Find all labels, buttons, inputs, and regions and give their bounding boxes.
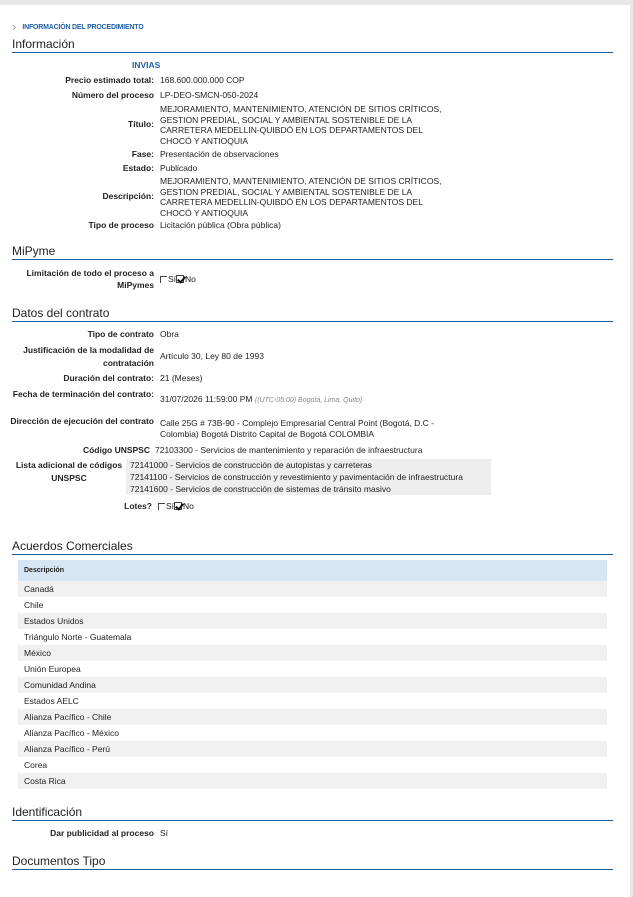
- field-label: Lotes?: [124, 501, 152, 511]
- field-value: Obra: [160, 329, 179, 339]
- table-row: Alianza Pacífico - Chile: [18, 709, 607, 725]
- checkbox-si[interactable]: [160, 276, 167, 283]
- field-value: Calle 25G # 73B-90 - Complejo Empresarial Central Point (Bogotá, D.C - Colombia) Bogotá Distrito Capital de Bogotá COLOMBIA: [160, 418, 435, 439]
- field-label: Título:: [128, 119, 154, 129]
- field-label: Dirección de ejecución del contrato: [10, 416, 154, 426]
- field-duracion: [0, 373, 630, 384]
- section-documentos-tipo: Documentos Tipo: [12, 854, 613, 870]
- field-codigo-unspsc: [0, 445, 630, 456]
- field-label: Código UNSPSC: [82, 445, 150, 455]
- field-direccion: [0, 415, 630, 439]
- checkbox-lotes-no-checked[interactable]: [174, 502, 182, 510]
- table-row: Comunidad Andina: [18, 677, 607, 693]
- field-value: Publicado: [160, 163, 198, 173]
- field-justificacion: [0, 344, 630, 370]
- field-label: Fecha de terminación del contrato:: [12, 389, 154, 399]
- field-numero: [0, 90, 630, 101]
- field-value: Sí: [160, 828, 169, 838]
- section-mipyme: MiPyme: [12, 244, 613, 260]
- table-header: Descripción: [18, 560, 607, 581]
- table-row: Alianza Pacífico - Perú: [18, 741, 607, 757]
- table-row: México: [18, 645, 607, 661]
- field-label: Descripción:: [102, 191, 154, 201]
- unspsc-code-item: 72141600 - Servicios de construcción de sistemas de tránsito masivo: [126, 483, 491, 495]
- table-row: Chile: [24, 600, 44, 610]
- unspsc-code-item: 72141000 - Servicios de construcción de autopistas y carreteras: [126, 459, 491, 471]
- field-label: Lista adicional de códigos UNSPSC: [15, 460, 123, 483]
- chevron-right-icon: ›: [12, 19, 17, 34]
- field-label: Dar publicidad al proceso: [50, 828, 154, 838]
- field-fase: [0, 149, 630, 160]
- option-si-label: Sí: [168, 274, 177, 284]
- field-fecha-terminacion: [0, 388, 630, 407]
- field-publicidad: [0, 828, 630, 839]
- table-row: Triángulo Norte - Guatemala: [24, 632, 132, 642]
- option-no-label: No: [185, 274, 196, 284]
- field-titulo: [0, 104, 630, 146]
- breadcrumb-label[interactable]: INFORMACIÓN DEL PROCEDIMIENTO: [22, 23, 144, 31]
- field-precio: [0, 75, 630, 86]
- mipyme-options: [160, 267, 450, 291]
- field-value: 21 (Meses): [160, 373, 203, 383]
- table-row: Estados Unidos: [18, 613, 607, 629]
- field-value: Artículo 30, Ley 80 de 1993: [160, 351, 264, 361]
- field-label: Tipo de contrato: [87, 329, 154, 339]
- field-mipyme: [0, 267, 630, 291]
- field-label: Fase:: [131, 149, 154, 159]
- field-value: 168.600.000.000 COP: [160, 75, 245, 85]
- checkbox-no-checked[interactable]: [176, 275, 184, 283]
- option-no-label: No: [183, 501, 194, 511]
- field-value: Licitación pública (Obra pública): [160, 220, 281, 230]
- field-value: MEJORAMIENTO, MANTENIMIENTO, ATENCIÓN DE SITIOS CRÍTICOS, GESTION PREDIAL, SOCIAL Y AMBIENTAL SOSTENIBLE DE LA CARRETERA MEDELLIN-QUIBDÓ EN LOS DEPARTAMENTOS DEL CHOCÓ Y ANTIOQUIA: [160, 104, 442, 146]
- field-estado: [0, 163, 630, 174]
- field-label: Limitación de todo el proceso a MiPymes: [26, 268, 154, 290]
- field-value: MEJORAMIENTO, MANTENIMIENTO, ATENCIÓN DE SITIOS CRÍTICOS, GESTION PREDIAL, SOCIAL Y AMBIENTAL SOSTENIBLE DE LA CARRETERA MEDELLIN-QUIBDÓ EN LOS DEPARTAMENTOS DEL CHOCÓ Y ANTIOQUIA: [160, 176, 442, 218]
- entity-name: INVIAS: [132, 60, 161, 70]
- field-lotes: [0, 501, 630, 512]
- table-row: Alianza Pacífico - México: [24, 728, 119, 738]
- timezone-label: ((UTC-05:00) Bogotá, Lima, Quito): [254, 397, 363, 404]
- field-label: Duración del contrato:: [63, 373, 154, 383]
- field-label: Número del proceso: [71, 90, 154, 100]
- field-value: [160, 388, 460, 407]
- field-tipo-contrato: [0, 329, 630, 340]
- field-label: Tipo de proceso: [88, 220, 154, 230]
- table-row: Corea: [24, 760, 48, 770]
- field-tipo-proceso: [0, 220, 630, 231]
- field-value: 72103300 - Servicios de mantenimiento y reparación de infraestructura: [155, 445, 423, 455]
- lotes-options: [158, 501, 448, 512]
- field-label: Estado:: [122, 163, 154, 173]
- field-descripcion: [0, 176, 630, 218]
- table-body: [18, 581, 607, 789]
- section-informacion: Información: [12, 37, 613, 53]
- checkbox-lotes-si[interactable]: [158, 503, 165, 510]
- top-border: [0, 0, 633, 5]
- acuerdos-table: [18, 560, 607, 789]
- unspsc-code-list: [126, 459, 491, 495]
- field-label: Justificación de la modalidad de contratación: [23, 345, 154, 368]
- table-row: Unión Europea: [24, 664, 81, 674]
- section-acuerdos: Acuerdos Comerciales: [12, 539, 613, 555]
- unspsc-code-item: 72141100 - Servicios de construcción y revestimiento y pavimentación de infraestructura: [126, 471, 491, 483]
- table-row: Estados AELC: [24, 696, 79, 706]
- field-value: LP-DEO-SMCN-050-2024: [160, 90, 259, 100]
- option-si-label: Sí: [166, 501, 175, 511]
- table-row: Canadá: [18, 581, 607, 597]
- table-row: Costa Rica: [18, 773, 607, 789]
- section-identificacion: Identificación: [12, 805, 613, 821]
- field-label: Precio estimado total:: [65, 75, 154, 85]
- section-datos-contrato: Datos del contrato: [12, 306, 613, 322]
- field-value: Presentación de observaciones: [160, 149, 279, 159]
- fecha-value: 31/07/2026 11:59:00 PM: [160, 394, 253, 404]
- breadcrumb: [12, 19, 144, 34]
